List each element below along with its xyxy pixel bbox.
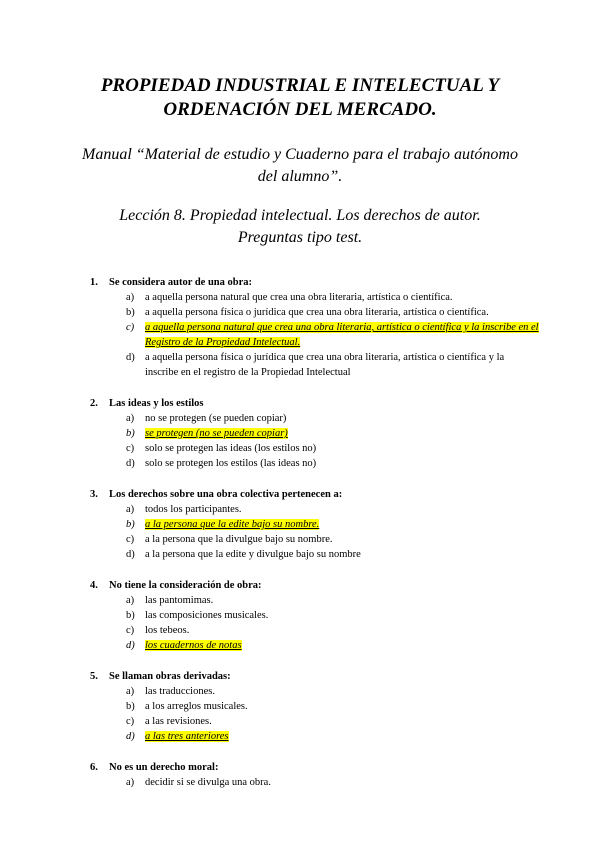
option-text: a aquella persona física o jurídica que crea una obra literaria, artística o científica. [145,307,489,318]
question [90,488,540,562]
manual-subtitle-line-2: del alumno”. [257,168,343,185]
lesson-heading-line-2: Preguntas tipo test. [237,229,363,246]
option-text: todos los participantes. [145,504,242,515]
option-letter: a) [126,504,135,515]
question-heading [90,761,540,775]
option-letter: a) [126,292,135,303]
option-text: a la persona que la edite y divulgue bajo su nombre [145,549,361,560]
option-letter: b) [126,428,135,439]
answer-option [90,684,540,699]
option-letter: a) [126,595,135,606]
question-text: No tiene la consideración de obra: [109,580,262,591]
question-heading [90,276,540,290]
option-letter: c) [126,534,135,545]
answer-option [90,714,540,729]
answer-option [90,623,540,638]
option-text: no se protegen (se pueden copiar) [145,413,287,424]
option-text: a los arreglos musicales. [145,701,248,712]
option-text: solo se protegen las ideas (los estilos no) [145,443,317,454]
question-text: Las ideas y los estilos [109,398,204,409]
document-title-line-1: PROPIEDAD INDUSTRIAL E INTELECTUAL Y [100,75,500,96]
option-text: las composiciones musicales. [145,610,269,621]
option-text: a la persona que la divulgue bajo su nombre. [145,534,333,545]
question-heading [90,488,540,502]
lesson-heading-line-1: Lección 8. Propiedad intelectual. Los derechos de autor. [119,207,481,224]
option-text: a aquella persona física o jurídica que crea una obra literaria, artística o científica y la inscribe en el registro de la Propiedad Intelectual [145,352,505,378]
option-letter: b) [126,519,135,530]
option-letter: a) [126,413,135,424]
question-list [90,276,540,807]
option-letter: c) [126,443,135,454]
question [90,670,540,744]
option-letter: d) [126,352,135,363]
question-heading [90,397,540,411]
answer-option [90,608,540,623]
option-text: los cuadernos de notas [145,640,242,651]
document-title-line-2: ORDENACIÓN DEL MERCADO. [163,99,437,120]
answer-option [90,456,540,471]
answer-option [90,547,540,562]
manual-subtitle-line-1: Manual “Material de estudio y Cuaderno para el trabajo autónomo [82,146,518,163]
answer-option-correct [90,729,540,744]
option-text: solo se protegen los estilos (las ideas no) [145,458,317,469]
answer-option-correct [90,320,540,350]
option-letter: c) [126,716,135,727]
question [90,276,540,380]
option-text: decidir si se divulga una obra. [145,777,271,788]
option-letter: d) [126,640,135,651]
option-letter: d) [126,549,135,560]
answer-option [90,699,540,714]
option-letter: a) [126,686,135,697]
option-letter: b) [126,701,135,712]
option-text: a las revisiones. [145,716,212,727]
option-letter: d) [126,458,135,469]
option-letter: c) [126,625,135,636]
question-number: 2. [90,398,98,409]
question-text: Se llaman obras derivadas: [109,671,231,682]
answer-option-correct [90,426,540,441]
option-text: las traducciones. [145,686,215,697]
answer-option [90,441,540,456]
question-number: 1. [90,277,98,288]
answer-option [90,411,540,426]
question-number: 6. [90,762,98,773]
answer-option [90,350,540,380]
question [90,579,540,653]
question-number: 5. [90,671,98,682]
answer-option [90,290,540,305]
question-text: Los derechos sobre una obra colectiva pertenecen a: [109,489,343,500]
option-text: a aquella persona natural que crea una obra literaria, artística o científica y la inscribe en el Registro de la Propiedad Intelectual. [145,322,539,348]
option-letter: b) [126,307,135,318]
option-text: a la persona que la edite bajo su nombre. [145,519,320,530]
question-text: Se considera autor de una obra: [109,277,253,288]
question-heading [90,579,540,593]
question-heading [90,670,540,684]
answer-option-correct [90,517,540,532]
answer-option-correct [90,638,540,653]
option-text: a las tres anteriores [145,731,229,742]
question-number: 4. [90,580,98,591]
question-text: No es un derecho moral: [109,762,219,773]
answer-option [90,532,540,547]
question [90,397,540,471]
answer-option [90,502,540,517]
answer-option [90,305,540,320]
option-text: los tebeos. [145,625,190,636]
answer-option [90,775,540,790]
option-text: a aquella persona natural que crea una obra literaria, artística o científica. [145,292,453,303]
option-letter: d) [126,731,135,742]
answer-option [90,593,540,608]
option-letter: b) [126,610,135,621]
option-letter: a) [126,777,135,788]
question [90,761,540,790]
option-letter: c) [126,322,135,333]
option-text: las pantomimas. [145,595,214,606]
question-number: 3. [90,489,98,500]
option-text: se protegen (no se pueden copiar) [145,428,288,439]
